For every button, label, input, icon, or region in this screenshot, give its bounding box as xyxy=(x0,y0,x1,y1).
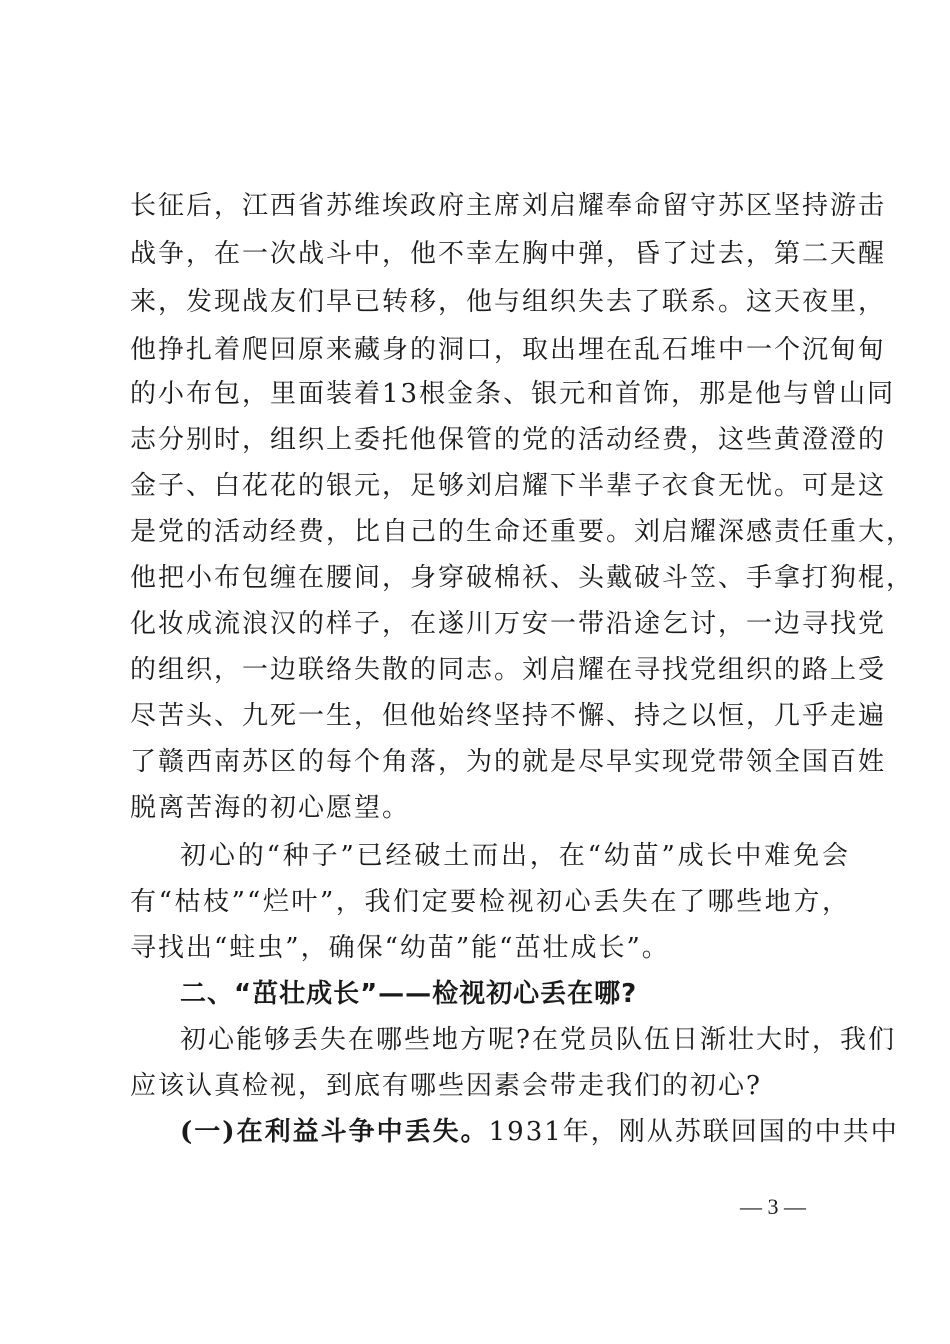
body-text-line: 应该认真检视，到底有哪些因素会带走我们的初心? xyxy=(130,1071,762,1101)
body-text-line: 长征后，江西省苏维埃政府主席刘启耀奉命留守苏区坚持游击 xyxy=(130,191,887,221)
subsection-heading: (一)在利益斗争中丢失。 xyxy=(180,1117,489,1147)
body-text-line: 寻找出“蛀虫”，确保“幼苗”能“茁壮成长”。 xyxy=(130,933,670,963)
body-text-line: 志分别时，组织上委托他保管的党的活动经费，这些黄澄澄的 xyxy=(130,425,887,455)
section-heading: 二、“茁壮成长”——检视初心丢在哪? xyxy=(180,979,638,1009)
body-text-line: 战争，在一次战斗中，他不幸左胸中弹，昏了过去，第二天醒 xyxy=(130,239,887,269)
body-text-line xyxy=(180,1112,899,1152)
body-text-line: 是党的活动经费，比自己的生命还重要。刘启耀深感责任重大， xyxy=(130,517,915,547)
body-text-line: 来，发现战友们早已转移，他与组织失去了联系。这天夜里， xyxy=(130,287,887,317)
body-text-line: 了赣西南苏区的每个角落，为的就是尽早实现党带领全国百姓 xyxy=(130,747,887,777)
body-text-line: 他挣扎着爬回原来藏身的洞口，取出埋在乱石堆中一个沉甸甸 xyxy=(130,335,887,365)
body-text-line: 金子、白花花的银元，足够刘启耀下半辈子衣食无忧。可是这 xyxy=(130,471,887,501)
body-text-run: 1931年，刚从苏联回国的中共中 xyxy=(488,1117,899,1147)
body-text-line: 有“枯枝”“烂叶”，我们定要检视初心丢失在了哪些地方， xyxy=(130,887,850,917)
body-text-line: 脱离苦海的初心愿望。 xyxy=(130,793,411,823)
body-text-line: 初心能够丢失在哪些地方呢?在党员队伍日渐壮大时，我们 xyxy=(180,1025,896,1055)
body-text-line: 他把小布包缠在腰间，身穿破棉袄、头戴破斗笠、手拿打狗棍， xyxy=(130,563,915,593)
page-number: — 3 — xyxy=(740,1194,806,1219)
body-text-line: 的组织，一边联络失散的同志。刘启耀在寻找党组织的路上受 xyxy=(130,655,887,685)
body-text-line: 的小布包，里面装着13根金条、银元和首饰，那是他与曾山同 xyxy=(130,379,896,409)
body-text-line: 初心的“种子”已经破土而出，在“幼苗”成长中难免会 xyxy=(180,841,850,871)
body-text-line: 尽苦头、九死一生，但他始终坚持不懈、持之以恒，几乎走遍 xyxy=(130,701,887,731)
body-text-line: 化妆成流浪汉的样子，在遂川万安一带沿途乞讨，一边寻找党 xyxy=(130,609,887,639)
